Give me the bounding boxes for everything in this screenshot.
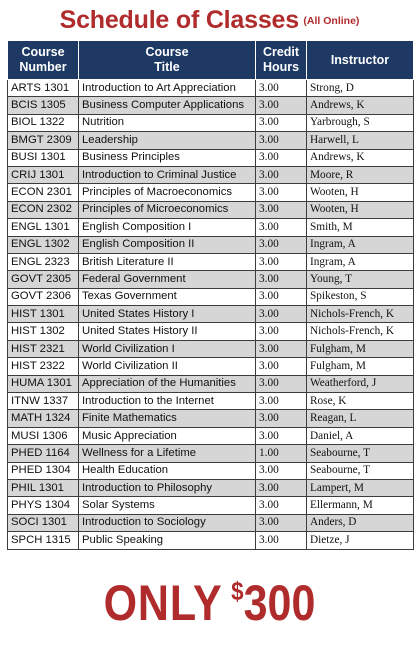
page-title [0,6,419,35]
course-title-cell: English Composition I [79,219,256,236]
course-title-cell: Health Education [79,462,256,479]
instructor-cell: Rose, K [307,393,414,410]
credit-hours-cell: 3.00 [256,340,307,357]
table-row [8,393,414,410]
table-body [8,80,414,550]
course-title-cell: Introduction to Sociology [79,514,256,531]
table-row [8,80,414,97]
title-subtitle: (All Online) [303,15,360,27]
instructor-cell: Fulgham, M [307,340,414,357]
instructor-cell: Dietze, J [307,532,414,549]
credit-hours-cell: 3.00 [256,427,307,444]
course-number-cell: PHED 1304 [8,462,79,479]
credit-hours-cell: 3.00 [256,132,307,149]
price-word: ONLY [103,575,223,631]
instructor-cell: Nichols-French, K [307,323,414,340]
instructor-cell: Ingram, A [307,236,414,253]
course-number-cell: HIST 1301 [8,306,79,323]
credit-hours-cell: 3.00 [256,497,307,514]
course-number-cell: ECON 2301 [8,184,79,201]
table-row [8,271,414,288]
instructor-cell: Harwell, L [307,132,414,149]
instructor-cell: Moore, R [307,166,414,183]
instructor-cell: Yarbrough, S [307,114,414,131]
instructor-cell: Anders, D [307,514,414,531]
instructor-cell: Strong, D [307,80,414,97]
column-header-credit-hours: Credit Hours [256,41,307,80]
course-number-cell: ECON 2302 [8,201,79,218]
table-row [8,114,414,131]
course-number-cell: PHYS 1304 [8,497,79,514]
column-header-course-number: Course Number [8,41,79,80]
instructor-cell: Fulgham, M [307,358,414,375]
table-row [8,514,414,531]
course-number-cell: ARTS 1301 [8,80,79,97]
price-currency: $ [231,576,244,606]
title-text: Schedule of Classes [59,6,299,34]
table-row [8,306,414,323]
table-row [8,462,414,479]
instructor-cell: Wooten, H [307,201,414,218]
table-row [8,323,414,340]
course-number-cell: BUSI 1301 [8,149,79,166]
course-title-cell: United States History I [79,306,256,323]
course-number-cell: SPCH 1315 [8,532,79,549]
table-row [8,253,414,270]
course-title-cell: Solar Systems [79,497,256,514]
credit-hours-cell: 3.00 [256,149,307,166]
instructor-cell: Ingram, A [307,253,414,270]
instructor-cell: Ellermann, M [307,497,414,514]
credit-hours-cell: 3.00 [256,184,307,201]
instructor-cell: Seabourne, T [307,445,414,462]
credit-hours-cell: 3.00 [256,375,307,392]
table-row [8,288,414,305]
credit-hours-cell: 3.00 [256,271,307,288]
schedule-table [7,40,414,550]
course-title-cell: World Civilization II [79,358,256,375]
course-number-cell: PHED 1164 [8,445,79,462]
course-number-cell: HIST 2321 [8,340,79,357]
course-title-cell: Federal Government [79,271,256,288]
course-number-cell: CRIJ 1301 [8,166,79,183]
course-number-cell: PHIL 1301 [8,479,79,496]
table-row [8,236,414,253]
course-title-cell: Wellness for a Lifetime [79,445,256,462]
credit-hours-cell: 3.00 [256,219,307,236]
instructor-cell: Nichols-French, K [307,306,414,323]
course-number-cell: GOVT 2306 [8,288,79,305]
table-row [8,201,414,218]
credit-hours-cell: 3.00 [256,201,307,218]
table-row [8,97,414,114]
table-row [8,479,414,496]
table-row [8,410,414,427]
table-row [8,497,414,514]
table-row [8,375,414,392]
course-title-cell: United States History II [79,323,256,340]
course-title-cell: Nutrition [79,114,256,131]
instructor-cell: Weatherford, J [307,375,414,392]
course-title-cell: Introduction to Philosophy [79,479,256,496]
instructor-cell: Andrews, K [307,149,414,166]
instructor-cell: Daniel, A [307,427,414,444]
course-number-cell: MATH 1324 [8,410,79,427]
course-title-cell: Introduction to the Internet [79,393,256,410]
instructor-cell: Spikeston, S [307,288,414,305]
table-row [8,340,414,357]
credit-hours-cell: 3.00 [256,410,307,427]
credit-hours-cell: 3.00 [256,306,307,323]
course-title-cell: English Composition II [79,236,256,253]
course-title-cell: Public Speaking [79,532,256,549]
course-title-cell: Texas Government [79,288,256,305]
course-title-cell: British Literature II [79,253,256,270]
column-header-instructor: Instructor [307,41,414,80]
course-number-cell: MUSI 1306 [8,427,79,444]
course-number-cell: HIST 1302 [8,323,79,340]
credit-hours-cell: 3.00 [256,288,307,305]
credit-hours-cell: 3.00 [256,166,307,183]
credit-hours-cell: 3.00 [256,393,307,410]
table-row [8,132,414,149]
course-title-cell: Finite Mathematics [79,410,256,427]
course-title-cell: Business Principles [79,149,256,166]
course-number-cell: GOVT 2305 [8,271,79,288]
price-banner [29,574,389,632]
credit-hours-cell: 3.00 [256,532,307,549]
table-row [8,149,414,166]
credit-hours-cell: 3.00 [256,236,307,253]
credit-hours-cell: 3.00 [256,514,307,531]
course-title-cell: Principles of Macroeconomics [79,184,256,201]
course-number-cell: SOCI 1301 [8,514,79,531]
course-title-cell: Appreciation of the Humanities [79,375,256,392]
course-number-cell: BIOL 1322 [8,114,79,131]
course-title-cell: World Civilization I [79,340,256,357]
instructor-cell: Seabourne, T [307,462,414,479]
credit-hours-cell: 3.00 [256,358,307,375]
course-number-cell: BMGT 2309 [8,132,79,149]
course-title-cell: Business Computer Applications [79,97,256,114]
table-header [8,41,414,80]
credit-hours-cell: 1.00 [256,445,307,462]
credit-hours-cell: 3.00 [256,253,307,270]
course-title-cell: Principles of Microeconomics [79,201,256,218]
table-row [8,184,414,201]
instructor-cell: Young, T [307,271,414,288]
course-number-cell: ENGL 2323 [8,253,79,270]
table-row [8,219,414,236]
table-row [8,166,414,183]
instructor-cell: Lampert, M [307,479,414,496]
table-row [8,532,414,549]
course-title-cell: Music Appreciation [79,427,256,444]
table-row [8,445,414,462]
instructor-cell: Wooten, H [307,184,414,201]
course-number-cell: ENGL 1301 [8,219,79,236]
credit-hours-cell: 3.00 [256,323,307,340]
credit-hours-cell: 3.00 [256,114,307,131]
table-row [8,427,414,444]
course-title-cell: Introduction to Art Appreciation [79,80,256,97]
course-number-cell: BCIS 1305 [8,97,79,114]
credit-hours-cell: 3.00 [256,479,307,496]
column-header-course-title: Course Title [79,41,256,80]
course-title-cell: Introduction to Criminal Justice [79,166,256,183]
table-row [8,358,414,375]
instructor-cell: Smith, M [307,219,414,236]
credit-hours-cell: 3.00 [256,462,307,479]
instructor-cell: Andrews, K [307,97,414,114]
course-number-cell: ENGL 1302 [8,236,79,253]
credit-hours-cell: 3.00 [256,80,307,97]
course-number-cell: ITNW 1337 [8,393,79,410]
course-number-cell: HIST 2322 [8,358,79,375]
course-number-cell: HUMA 1301 [8,375,79,392]
credit-hours-cell: 3.00 [256,97,307,114]
price-amount: 300 [243,575,316,631]
course-title-cell: Leadership [79,132,256,149]
instructor-cell: Reagan, L [307,410,414,427]
